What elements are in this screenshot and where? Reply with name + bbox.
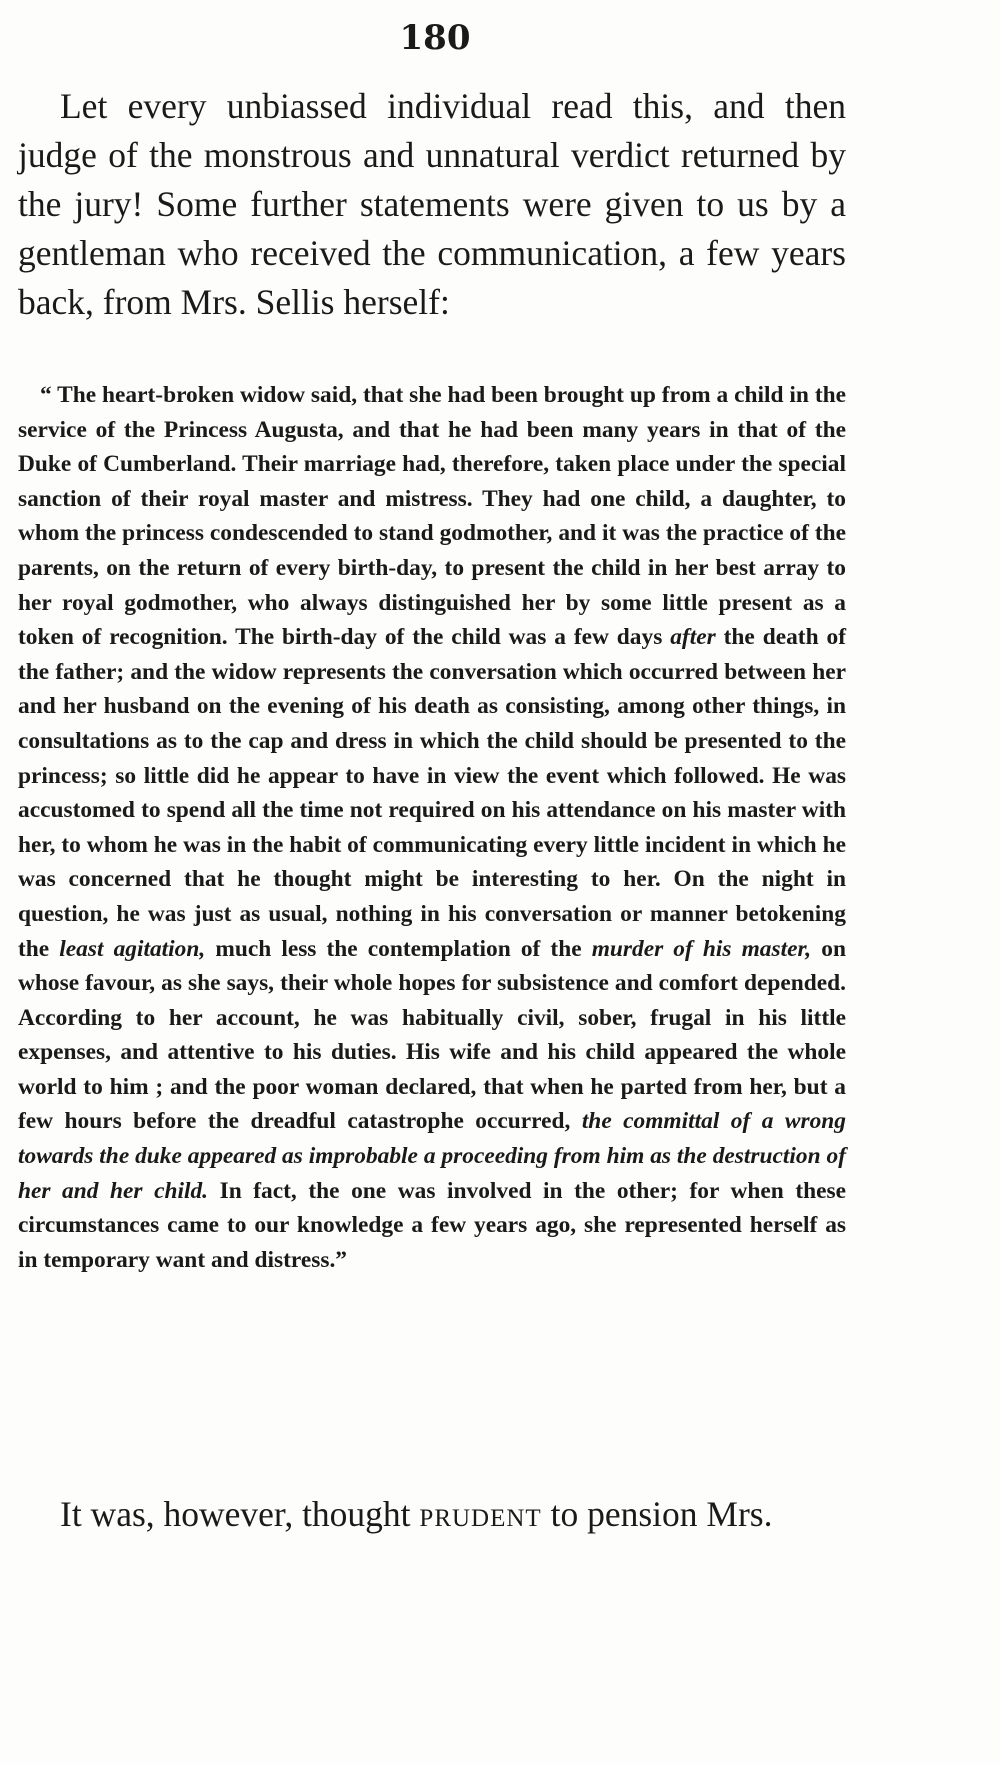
quote-text-3: much less the contemplation of the: [215, 935, 582, 962]
quote-text-1: “ The heart-broken widow said, that she had been brought up from a child in the service of the Princess Augusta, and that he had been many years in that of the Duke of Cumberland. Their marriage had, therefore, taken place under the special sanction of their royal master and mistress. They had one child, a daughter, to whom the princess condescended to stand godmother, and it was the practice of the parents, on the return of every birth-day, to present the child in her best array to her royal godmother, who always distinguished her by some little present as a token of recognition. The birth-day of the child was a few days: [18, 382, 846, 651]
closing-text-pre: It was, however, thought: [60, 1494, 411, 1534]
quote-emphasis-agitation: least agitation,: [59, 935, 206, 962]
closing-smallcaps-prudent: prudent: [419, 1494, 542, 1534]
closing-text-post: to pension Mrs.: [550, 1494, 773, 1534]
quote-emphasis-after: after: [670, 624, 716, 651]
page-number: 180: [399, 18, 471, 58]
closing-line: [18, 1490, 846, 1539]
quoted-testimony: [18, 378, 846, 1277]
quote-text-2: the death of the father; and the widow represents the conversation which occurred between her and her husband on the evening of his death as consisting, among other things, in consultations as to the cap and dress in which the child should be presented to the princess; so little did he appear to have in view the event which followed. He was accustomed to spend all the time not required on his attendance on his master with her, to whom he was in the habit of communicating every little incident in which he was concerned that he thought might be interesting to her. On the night in question, he was just as usual, nothing in his conversation or manner betokening the: [18, 624, 846, 962]
intro-paragraph: Let every unbiassed individual read this, and then judge of the monstrous and unnatural verdict returned by the jury! Some further statements were given to us by a gentleman who received the communication, a few years back, from Mrs. Sellis herself:: [18, 86, 846, 322]
quote-text-4: on whose favour, as she says, their whole hopes for subsistence and comfort depended. According to her account, he was habitually civil, sober, frugal in his little expenses, and attentive to his duties. His wife and his child appeared the whole world to him ; and the poor woman declared, that when he parted from her, but a few hours before the dreadful catastrophe occurred,: [18, 935, 846, 1135]
quote-emphasis-murder: murder of his master,: [591, 935, 812, 962]
quote-text-5: In fact, the one was involved in the other; for when these circumstances came to our knowledge a few years ago, she represented herself as in temporary want and distress.”: [18, 1177, 846, 1273]
quote-emphasis-committal: the committal of a wrong towards the duke appeared as improbable a proceeding from him as the destruction of her and her child.: [18, 1108, 846, 1204]
